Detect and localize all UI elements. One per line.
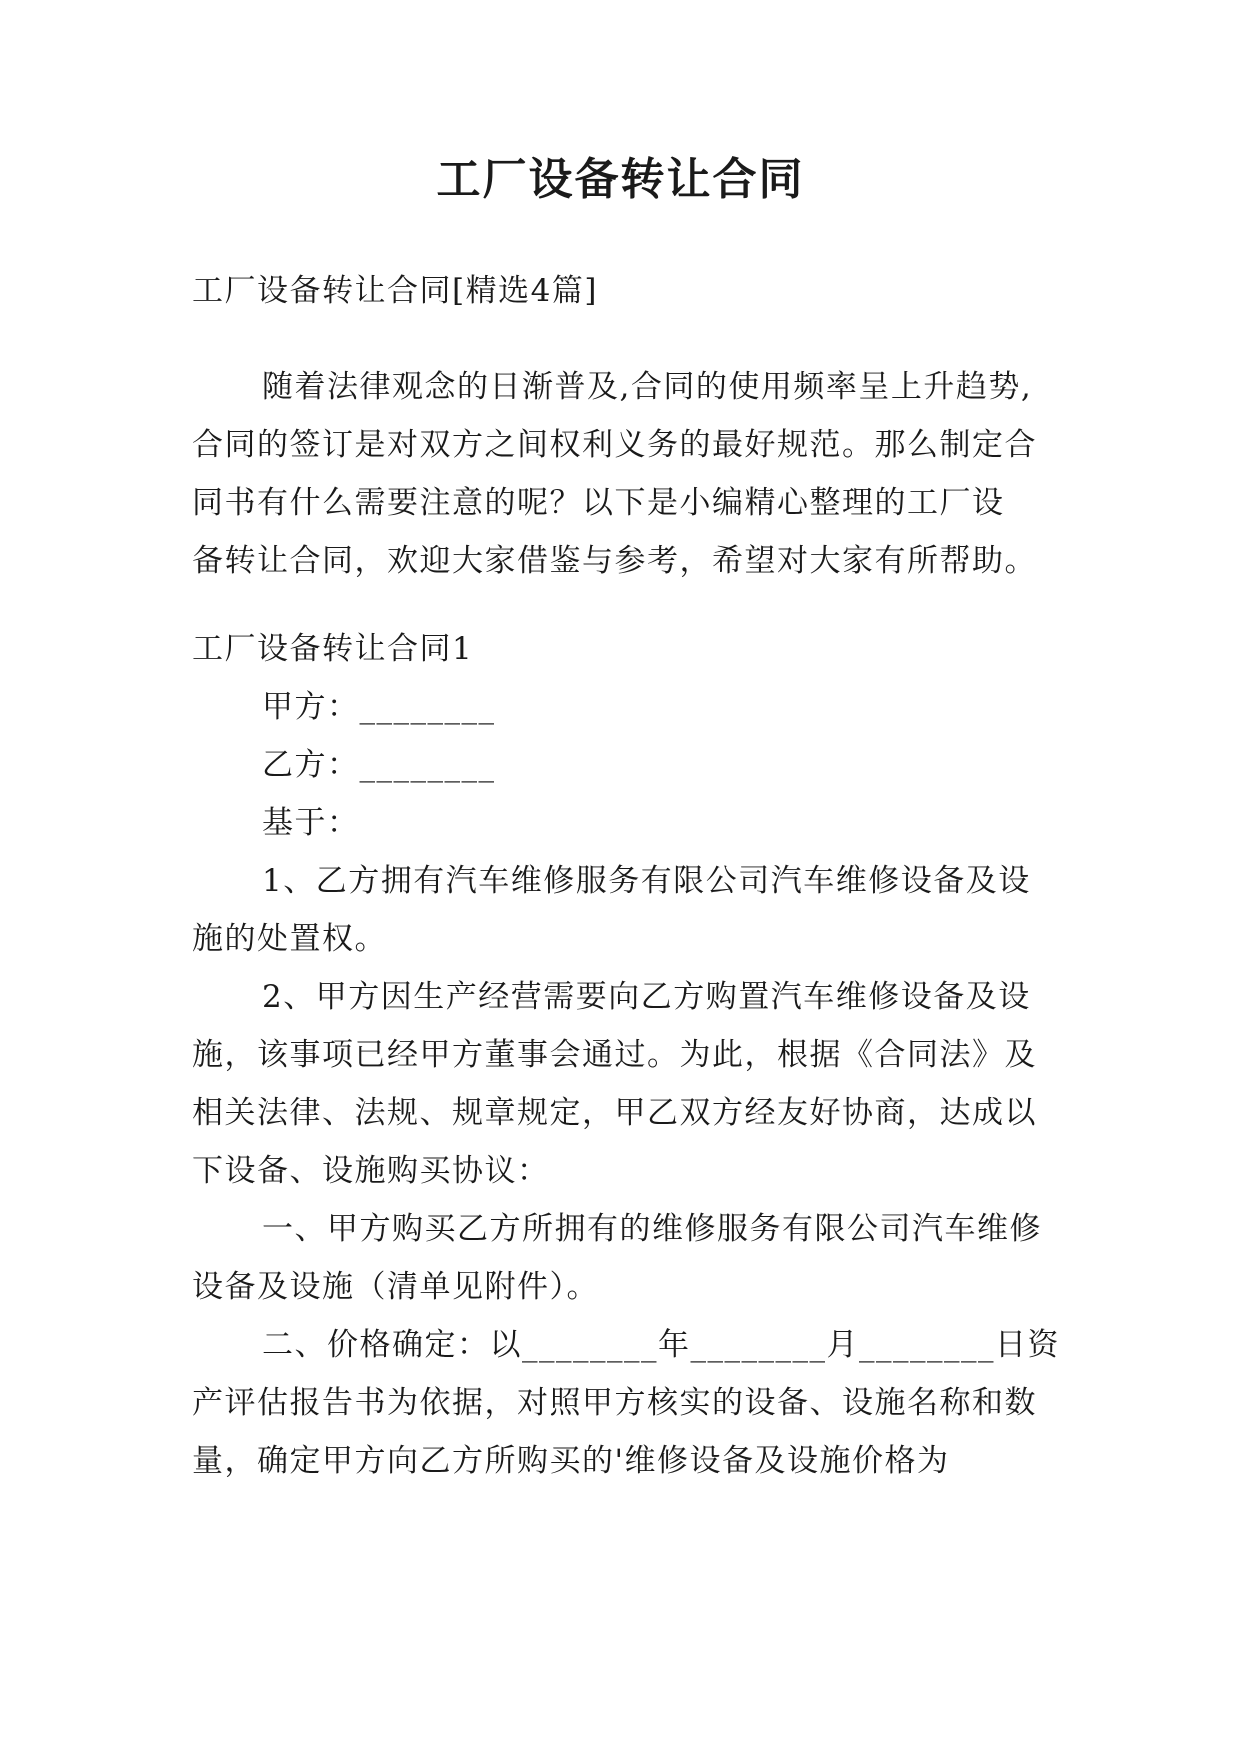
section-heading: 工厂设备转让合同1 [192,631,474,667]
intro-line: 备转让合同，欢迎大家借鉴与参考，希望对大家有所帮助。 [192,543,1037,579]
article-1-line: 一、甲方购买乙方所拥有的维修服务有限公司汽车维修 [262,1211,1042,1247]
clause-1-line: 1、乙方拥有汽车维修服务有限公司汽车维修设备及设 [262,863,1031,899]
clause-2-line: 相关法律、法规、规章规定，甲乙双方经友好协商，达成以 [192,1095,1037,1131]
clause-2-line: 施，该事项已经甲方董事会通过。为此，根据《合同法》及 [192,1037,1037,1073]
intro-line: 同书有什么需要注意的呢？以下是小编精心整理的工厂设 [192,485,1005,521]
document-title: 工厂设备转让合同 [436,154,805,205]
party-a-line: 甲方：________ [262,689,496,725]
intro-line: 随着法律观念的日渐普及,合同的使用频率呈上升趋势, [262,369,1033,405]
clause-2-line: 下设备、设施购买协议： [192,1153,550,1189]
subtitle-line: 工厂设备转让合同[精选4篇] [192,273,598,309]
document-subtitle [192,262,1064,320]
party-b-line: 乙方：________ [262,747,496,783]
clause-2-line: 2、甲方因生产经营需要向乙方购置汽车维修设备及设 [262,979,1031,1015]
contract-body [192,620,1064,1490]
article-1-line: 设备及设施（清单见附件）。 [192,1269,599,1305]
intro-line: 合同的签订是对双方之间权利义务的最好规范。那么制定合 [192,427,1037,463]
based-on-line: 基于： [262,805,360,841]
article-2-line: 二、价格确定：以________年________月________日资 [262,1327,1060,1363]
article-2-line: 量，确定甲方向乙方所购买的'维修设备及设施价格为 [192,1443,950,1479]
clause-1-line: 施的处置权。 [192,921,387,957]
article-2-line: 产评估报告书为依据，对照甲方核实的设备、设施名称和数 [192,1385,1037,1421]
intro-paragraph [192,358,1064,590]
